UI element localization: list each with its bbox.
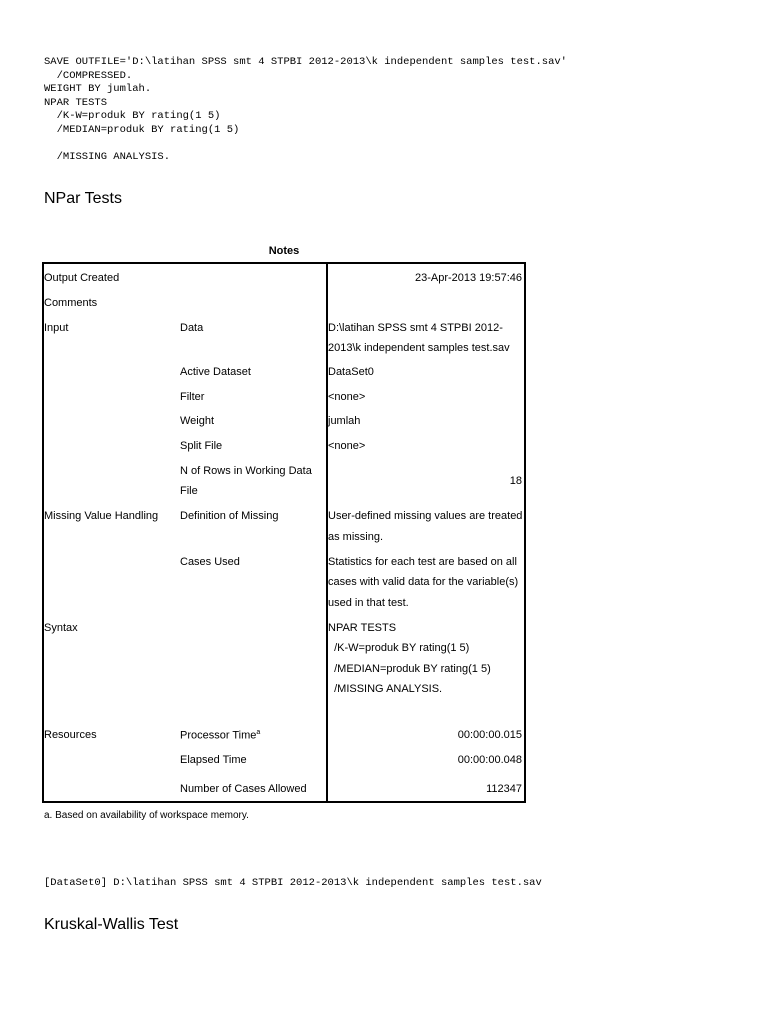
cell-value: Statistics for each test are based on all [328, 556, 517, 568]
heading-npar-tests: NPar Tests [44, 190, 122, 207]
cell-value: 2013\k independent samples test.sav [328, 342, 510, 354]
row-sublabel: Data [180, 322, 204, 334]
row-sublabel: Active Dataset [180, 366, 251, 378]
label-text: Processor Time [180, 729, 257, 742]
cell-value: DataSet0 [328, 366, 374, 378]
table-footnote: a. Based on availability of workspace memory. [44, 810, 249, 821]
syntax-line: /MEDIAN=produk BY rating(1 5) [44, 123, 240, 136]
row-label: Input [44, 322, 69, 334]
cell-value: 00:00:00.048 [457, 754, 522, 766]
cell-value: 112347 [486, 783, 522, 795]
cell-value: 00:00:00.015 [457, 729, 522, 741]
cell-value: <none> [328, 391, 366, 403]
cell-value: cases with valid data for the variable(s) [328, 576, 519, 588]
row-sublabel: Split File [180, 440, 223, 452]
syntax-block [44, 56, 567, 164]
syntax-line: /K-W=produk BY rating(1 5) [44, 110, 221, 122]
row-label: Missing Value Handling [44, 510, 159, 522]
cell-value: used in that test. [328, 597, 409, 609]
cell-value: /MISSING ANALYSIS. [328, 683, 443, 695]
syntax-line: /MISSING ANALYSIS. [44, 150, 171, 163]
row-label: Output Created [44, 272, 120, 284]
row-label: Comments [44, 297, 98, 309]
cell-value: /K-W=produk BY rating(1 5) [328, 642, 470, 654]
row-sublabel: Elapsed Time [180, 754, 247, 766]
row-sublabel: N of Rows in Working Data [180, 465, 312, 477]
row-sublabel: Cases Used [180, 556, 240, 568]
syntax-line: NPAR TESTS [44, 96, 108, 109]
row-sublabel: Filter [180, 391, 205, 403]
syntax-line: SAVE OUTFILE='D:\latihan SPSS smt 4 STPBI 2012-2013\k independent samples test.sav' [44, 56, 567, 68]
cell-value: D:\latihan SPSS smt 4 STPBI 2012- [328, 322, 503, 334]
syntax-line [44, 137, 567, 151]
cell-value: as missing. [328, 531, 384, 543]
row-sublabel: Number of Cases Allowed [180, 783, 307, 795]
cell-value: User-defined missing values are treated [328, 510, 523, 522]
cell-value: jumlah [328, 415, 361, 427]
cell-value: NPAR TESTS [328, 622, 397, 634]
row-sublabel: File [180, 485, 198, 497]
row-label: Syntax [44, 622, 78, 634]
dataset-line: [DataSet0] D:\latihan SPSS smt 4 STPBI 2012-2013\k independent samples test.sav [44, 877, 542, 889]
notes-table-title: Notes [268, 245, 300, 257]
row-sublabel [180, 729, 260, 742]
row-sublabel: Weight [180, 415, 215, 427]
cell-value: 23-Apr-2013 19:57:46 [414, 272, 522, 284]
cell-value: /MEDIAN=produk BY rating(1 5) [328, 663, 491, 675]
heading-kruskal-wallis: Kruskal-Wallis Test [44, 916, 179, 933]
cell-value: <none> [328, 440, 366, 452]
syntax-line: /COMPRESSED. [44, 69, 133, 82]
cell-value: 18 [509, 475, 522, 487]
syntax-line: WEIGHT BY jumlah. [44, 83, 152, 95]
row-label: Resources [44, 729, 97, 741]
footnote-marker: a [256, 729, 261, 736]
row-sublabel: Definition of Missing [180, 510, 279, 522]
